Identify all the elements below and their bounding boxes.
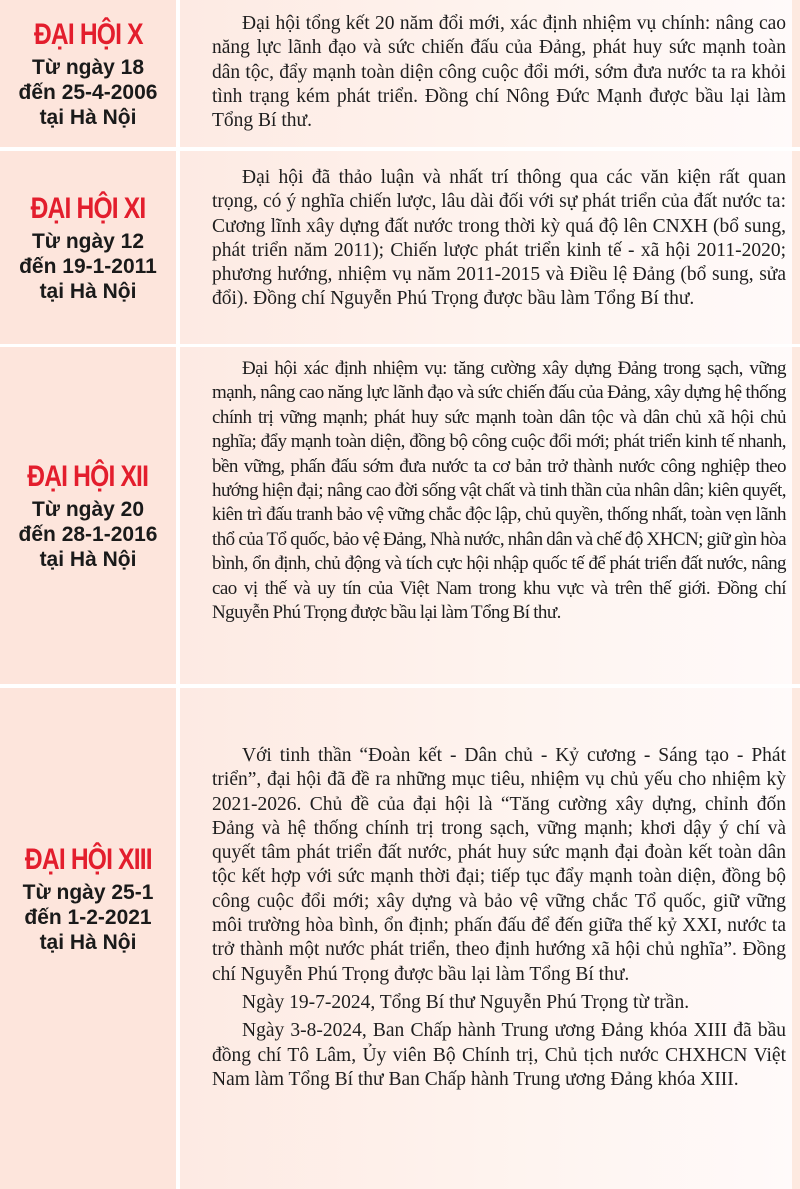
- congress-note-election: Ngày 3-8-2024, Ban Chấp hành Trung ương Đảng khóa XIII đã bầu đồng chí Tô Lâm, Ủy viên Bộ Chính trị, Chủ tịch nước CHXHCN Việt Nam làm Tổng Bí thư Ban Chấp hành Trung ương Đảng khóa XIII.: [212, 1020, 786, 1090]
- congress-description-cell: [180, 688, 800, 1189]
- congress-location: tại Hà Nội: [39, 280, 137, 303]
- congress-info-cell: [0, 151, 176, 344]
- congress-title: ĐẠI HỘI X: [33, 18, 143, 51]
- congress-title: ĐẠI HỘI XI: [30, 192, 146, 225]
- congress-description: Đại hội xác định nhiệm vụ: tăng cường xây dựng Đảng trong sạch, vững mạnh, nâng cao năng lực lãnh đạo và sức chiến đấu của Đảng, xây dựng hệ thống chính trị vững mạnh; phát huy sức mạnh toàn dân tộc và dân chủ xã hội chủ nghĩa; đẩy mạnh toàn diện, đồng bộ công cuộc đổi mới; phát triển kinh tế nhanh, bền vững, phấn đấu sớm đưa nước ta cơ bản trở thành nước công nghiệp theo hướng hiện đại; nâng cao đời sống vật chất và tinh thần của nhân dân; kiên quyết, kiên trì đấu tranh bảo vệ vững chắc độc lập, chủ quyền, thống nhất, toàn vẹn lãnh thổ của Tổ quốc, bảo vệ Đảng, Nhà nước, nhân dân và chế độ XHCN; giữ gìn hòa bình, ổn định, chủ động và tích cực hội nhập quốc tế để phát triển đất nước, nâng cao vị thế và uy tín của Việt Nam trong khu vực và trên thế giới. Đồng chí Nguyễn Phú Trọng được bầu lại làm Tổng Bí thư.: [212, 358, 786, 624]
- congress-location: tại Hà Nội: [39, 931, 137, 954]
- congress-description-cell: [180, 0, 800, 147]
- congress-date-start: Từ ngày 18: [31, 56, 145, 79]
- congress-description: Với tinh thần “Đoàn kết - Dân chủ - Kỷ cương - Sáng tạo - Phát triển”, đại hội đã đề ra những mục tiêu, nhiệm vụ chủ yếu cho nhiệm kỳ 2021-2026. Chủ đề của đại hội là “Tăng cường xây dựng, chỉnh đốn Đảng và hệ thống chính trị trong sạch, vững mạnh; khơi dậy ý chí và quyết tâm phát triển đất nước, phát huy sức mạnh đại đoàn kết toàn dân tộc kết hợp với sức mạnh thời đại; tiếp tục đẩy mạnh toàn diện, đồng bộ công cuộc đổi mới; xây dựng và bảo vệ vững chắc Tổ quốc, giữ vững môi trường hòa bình, ổn định; phấn đấu để đến giữa thế kỷ XXI, nước ta trở thành một nước phát triển, theo định hướng xã hội chủ nghĩa”. Đồng chí Nguyễn Phú Trọng được bầu lại làm Tổng Bí thư.: [212, 745, 786, 985]
- congress-description-cell: [180, 151, 800, 344]
- congress-date-start: Từ ngày 20: [31, 498, 145, 521]
- congress-location: tại Hà Nội: [39, 548, 137, 571]
- congress-row-xiii: [0, 688, 800, 1189]
- congress-date-end: đến 25-4-2006: [18, 81, 158, 104]
- congress-description: Đại hội đã thảo luận và nhất trí thông qua các văn kiện rất quan trọng, có ý nghĩa chiến lược, lâu dài đối với sự phát triển của đất nước ta: Cương lĩnh xây dựng đất nước trong thời kỳ quá độ lên CNXH (bổ sung, phát triển năm 2011); Chiến lược phát triển kinh tế - xã hội 2011-2020; phương hướng, nhiệm vụ năm 2011-2015 và Điều lệ Đảng (bổ sung, sửa đổi). Đồng chí Nguyễn Phú Trọng được bầu làm Tổng Bí thư.: [212, 167, 786, 310]
- congress-info-cell: [0, 688, 176, 1189]
- congress-row-xii: [0, 347, 800, 684]
- congress-date-end: đến 1-2-2021: [24, 906, 152, 929]
- congress-description: Đại hội tổng kết 20 năm đổi mới, xác định nhiệm vụ chính: nâng cao năng lực lãnh đạo và sức chiến đấu của Đảng, phát huy sức mạnh toàn dân tộc, đẩy mạnh toàn diện công cuộc đổi mới, sớm đưa nước ta ra khỏi tình trạng kém phát triển. Đồng chí Nông Đức Mạnh được bầu lại làm Tổng Bí thư.: [212, 13, 786, 132]
- congress-info-cell: [0, 347, 176, 684]
- congress-date-start: Từ ngày 25-1: [22, 881, 154, 904]
- congress-title: ĐẠI HỘI XII: [27, 460, 149, 493]
- congress-date-start: Từ ngày 12: [31, 230, 145, 253]
- congress-location: tại Hà Nội: [39, 106, 137, 129]
- congress-note-death: Ngày 19-7-2024, Tổng Bí thư Nguyễn Phú Trọng từ trần.: [242, 991, 690, 1013]
- congress-date-end: đến 28-1-2016: [18, 523, 158, 546]
- congress-description-cell: [180, 347, 800, 684]
- congress-date-end: đến 19-1-2011: [19, 255, 157, 278]
- congress-info-cell: [0, 0, 176, 147]
- congress-row-xi: [0, 151, 800, 344]
- congress-title: ĐẠI HỘI XIII: [24, 843, 152, 876]
- congress-row-x: [0, 0, 800, 147]
